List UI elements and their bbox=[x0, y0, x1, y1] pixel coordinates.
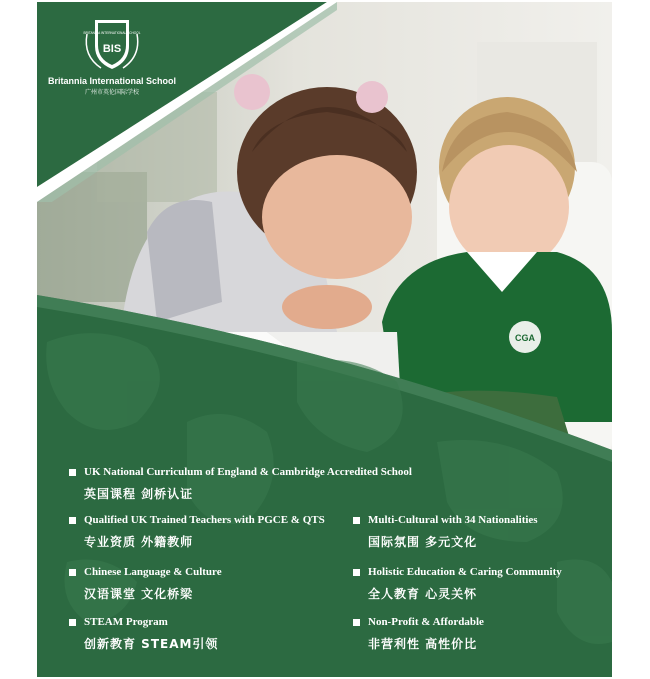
school-name-english: Britannia International School bbox=[47, 76, 176, 86]
feature-en: Non-Profit & Affordable bbox=[368, 616, 484, 628]
feature-steam bbox=[69, 616, 218, 652]
bullet-square-icon bbox=[353, 619, 360, 626]
feature-chinese-language bbox=[69, 566, 222, 602]
feature-en: Holistic Education & Caring Community bbox=[368, 566, 562, 578]
school-name-chinese: 广州市英伦国际学校 bbox=[84, 89, 139, 96]
feature-cn: 专业资质 外籍教师 bbox=[84, 535, 194, 549]
feature-curriculum bbox=[69, 466, 412, 502]
feature-teachers bbox=[69, 514, 325, 550]
bullet-square-icon bbox=[353, 517, 360, 524]
feature-en: STEAM Program bbox=[84, 616, 168, 628]
feature-en: Multi-Cultural with 34 Nationalities bbox=[368, 514, 538, 526]
feature-cn: 非营利性 高性价比 bbox=[368, 637, 478, 651]
bullet-square-icon bbox=[69, 619, 76, 626]
brochure-page bbox=[37, 2, 612, 677]
feature-cn: 创新教育 STEAM引领 bbox=[84, 637, 219, 651]
feature-holistic bbox=[353, 566, 562, 602]
bullet-square-icon bbox=[69, 517, 76, 524]
feature-cn: 全人教育 心灵关怀 bbox=[368, 587, 478, 601]
feature-en: Qualified UK Trained Teachers with PGCE & QTS bbox=[84, 514, 325, 526]
feature-en: UK National Curriculum of England & Cambridge Accredited School bbox=[84, 466, 412, 478]
uniform-badge-text: CGA bbox=[515, 333, 535, 343]
crest-letters: BIS bbox=[102, 43, 122, 55]
feature-multicultural bbox=[353, 514, 538, 550]
feature-cn: 汉语课堂 文化桥梁 bbox=[84, 587, 194, 601]
feature-non-profit bbox=[353, 616, 484, 652]
bullet-square-icon bbox=[69, 469, 76, 476]
bullet-square-icon bbox=[353, 569, 360, 576]
feature-en: Chinese Language & Culture bbox=[84, 566, 222, 578]
feature-cn: 国际氛围 多元文化 bbox=[368, 535, 478, 549]
feature-cn: 英国课程 剑桥认证 bbox=[84, 487, 194, 501]
crest-small-text: BRITANNIA INTERNATIONAL SCHOOL bbox=[83, 31, 141, 35]
bullet-square-icon bbox=[69, 569, 76, 576]
feature-list bbox=[37, 2, 612, 677]
